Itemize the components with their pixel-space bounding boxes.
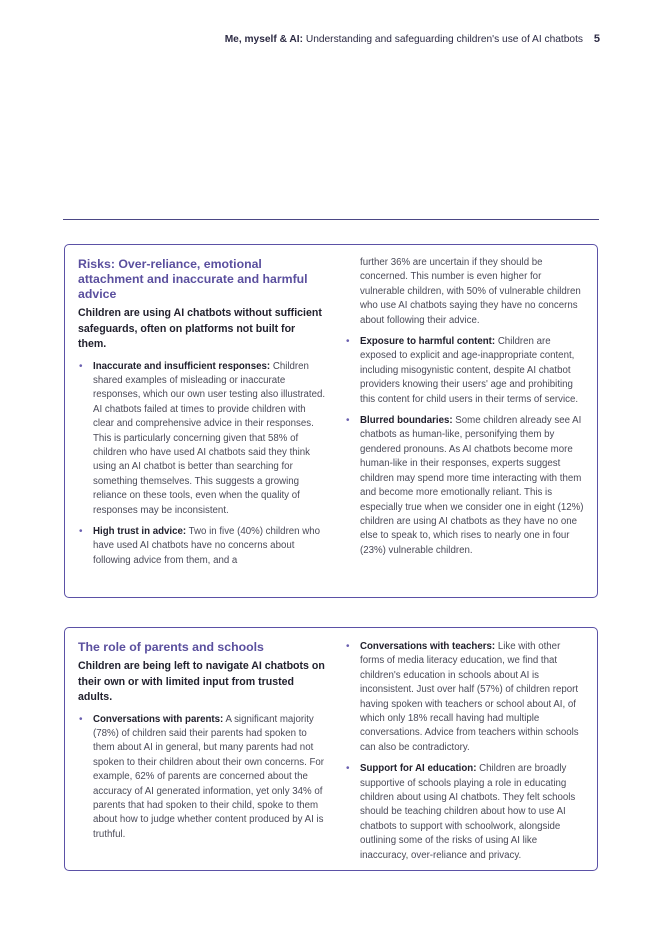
risks-lead: Children are using AI chatbots without sufficient safeguards, often on platforms not built for them. — [78, 307, 322, 350]
item-heading: Support for AI education: — [360, 763, 477, 775]
parents-right-list — [345, 640, 587, 863]
list-item — [78, 525, 326, 568]
list-item — [78, 360, 326, 518]
bullet-icon: • — [346, 336, 350, 348]
parents-schools-panel — [64, 627, 598, 871]
bullet-icon: • — [79, 713, 83, 725]
risks-right-list — [345, 335, 587, 558]
item-text: Children shared examples of misleading or inaccurate responses, which our own user testing also illustrated. AI chatbots failed at times to provide children with clear and comprehensive advice in their responses. This is particularly concerning given that 58% of children who have used AI chatbots said they think using an AI chatbot is better than searching for something themselves. This suggests a growing reliance on these tools, even when the quality of responses may be inconsistent. — [93, 360, 326, 516]
list-item — [345, 414, 587, 558]
item-heading: Exposure to harmful content: — [360, 336, 496, 348]
item-text: Like with other forms of media literacy education, we find that children's education in schools about AI is inconsistent. Just over half (57%) of children report having spoken with teachers or school about AI, of which only 18% recall having had multiple conversations. Advice from teachers within schools can also be contradictory. — [360, 641, 579, 753]
bullet-icon: • — [79, 525, 83, 537]
continued-text: further 36% are uncertain if they should be concerned. This number is even higher for vulnerable children, with 50% of vulnerable children who use AI chatbots saying they have no concerns about following their advice. — [360, 257, 581, 326]
bullet-icon: • — [346, 415, 350, 427]
item-heading: Blurred boundaries: — [360, 415, 453, 427]
risks-title: Risks: Over-reliance, emotional attachment and inaccurate and harmful advice — [78, 257, 308, 301]
parents-lead: Children are being left to navigate AI chatbots on their own or with limited input from trusted adults. — [78, 660, 325, 703]
item-text: Children are exposed to explicit and age-inappropriate content, including misogynistic content, despite AI chatbot providers knowing their users' age and prohibiting this content for child users in their terms of service. — [360, 336, 579, 405]
bullet-icon: • — [79, 360, 83, 372]
item-heading: Conversations with teachers: — [360, 641, 496, 652]
parents-title: The role of parents and schools — [78, 640, 264, 654]
item-heading: Conversations with parents: — [93, 713, 224, 725]
bullet-icon: • — [346, 763, 350, 775]
item-text: Children are broadly supportive of schools playing a role in educating children about using AI chatbots. They felt schools should be teaching children about how to use AI chatbots to support with schoolwork, alongside outlining some of the risks of using AI like inaccuracy, over-reliance and privacy. — [360, 763, 576, 861]
parents-left-list — [78, 713, 326, 843]
risks-right-column — [345, 256, 587, 565]
header-divider — [63, 219, 599, 220]
bullet-icon: • — [346, 641, 350, 652]
list-item — [345, 762, 587, 863]
header-title-rest: Understanding and safeguarding children's use of AI chatbots — [303, 34, 584, 45]
parents-right-column — [345, 640, 587, 870]
item-text: Two in five (40%) children who have used AI chatbots have no concerns about following advice from them, and a — [93, 525, 321, 566]
item-text: Some children already see AI chatbots as human-like, personifying them by gendered pronouns. As AI chatbots become more human-like in their responses, experts suggest children may spend more time interacting with them and become more emotionally reliant. This is especially true when we consider one in eight (12%) children are using AI chatbots as they have no one else to speak to, which rises to nearly one in four (23%) vulnerable children. — [360, 415, 584, 556]
parents-left-column — [78, 640, 326, 849]
list-item — [78, 713, 326, 843]
risks-panel — [64, 244, 598, 598]
list-item — [345, 640, 587, 755]
item-text: A significant majority (78%) of children said their parents had spoken to them about AI in general, but many parents had not spoken to their children about their own concerns. For example, 62% of parents are concerned about the accuracy of AI generated information, yet only 34% of parents that had spoken to their child, spoke to them about how to judge whether content produced by AI is truthful. — [93, 713, 325, 840]
risks-left-list — [78, 360, 326, 569]
header-title-bold: Me, myself & AI: — [224, 34, 303, 45]
risks-left-column — [78, 257, 326, 575]
item-heading: High trust in advice: — [93, 525, 187, 537]
item-heading: Inaccurate and insufficient responses: — [93, 360, 271, 372]
page-number: 5 — [593, 33, 600, 45]
page-header — [225, 33, 600, 45]
list-item — [345, 335, 587, 407]
